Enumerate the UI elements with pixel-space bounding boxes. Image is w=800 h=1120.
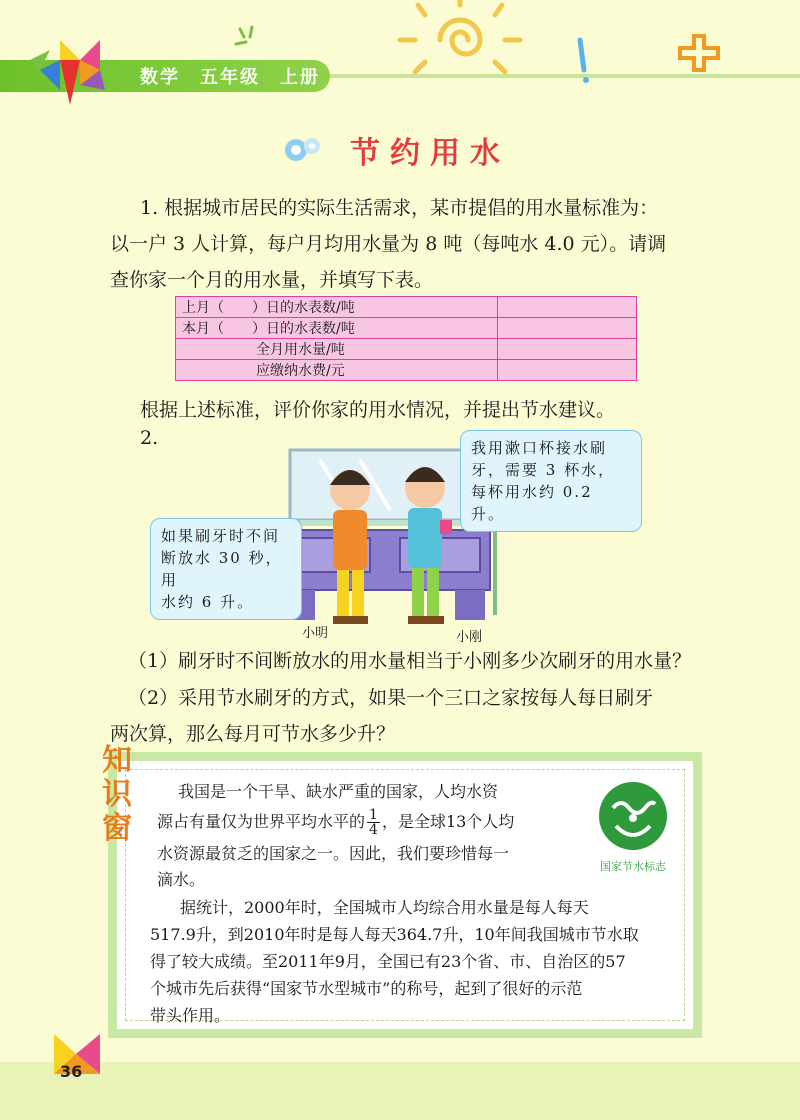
knowledge-p2-line-2: 517.9升，到2010年时是每人每天364.7升，10年间我国城市节水取 — [150, 925, 639, 944]
table-cell-label: 应缴纳水费/元 — [176, 360, 498, 381]
knowledge-p1-line-2: 源占有量仅为世界平均水平的 $\frac{1}{4}$ ，是全球13个人均 — [157, 807, 515, 838]
one-quarter-fraction: $\frac{1}{4}$ — [369, 807, 378, 838]
knowledge-tab-char: 识 — [102, 777, 132, 812]
q2-sub2-line-1: （2）采用节水刷牙的方式，如果一个三口之家按每人每日刷牙 — [128, 687, 654, 709]
knowledge-p1-line-4: 滴水。 — [157, 870, 206, 889]
q2-sub2-line-2: 两次算，那么每月可节水多少升？ — [110, 723, 396, 745]
water-usage-table — [175, 296, 637, 381]
page-number: 36 — [60, 1062, 83, 1081]
water-saving-emblem — [578, 778, 688, 878]
emblem-label: 国家节水标志 — [600, 860, 666, 873]
title-area — [280, 128, 540, 171]
brushing-teeth-illustration — [150, 430, 650, 645]
bubble-line: 水约 6 升。 — [161, 593, 255, 611]
table-cell-value[interactable] — [498, 360, 637, 381]
header-text: 数学 五年级 上册 — [140, 67, 320, 88]
name-xiaogang: 小刚 — [456, 630, 483, 645]
q1-line-2: 以一户 3 人计算，每户月均用水量为 8 吨（每吨水 4.0 元）。请调 — [110, 233, 667, 255]
gear-flower-icon — [280, 132, 326, 166]
table-cell-value[interactable] — [498, 297, 637, 318]
table-cell-value[interactable] — [498, 318, 637, 339]
knowledge-tab — [96, 744, 138, 848]
doodle-marks-icon — [560, 30, 760, 90]
bubble-line: 我用漱口杯接水刷 — [471, 439, 608, 457]
knowledge-p2-line-3: 得了较大成绩。至2011年9月，全国已有23个省、市、自治区的57 — [150, 952, 626, 971]
table-row — [176, 360, 637, 381]
table-cell-value[interactable] — [498, 339, 637, 360]
knowledge-tab-char: 窗 — [102, 811, 132, 846]
table-row — [176, 339, 637, 360]
bubble-line: 如果刷牙时不间 — [161, 527, 281, 545]
knowledge-p1-line-1: 我国是一个干旱、缺水严重的国家，人均水资 — [178, 782, 499, 801]
table-row — [176, 297, 637, 318]
knowledge-p1-line-3: 水资源最贫乏的国家之一。因此，我们要珍惜每一 — [157, 844, 510, 863]
bubble-line: 牙，需要 3 杯水， — [471, 461, 616, 479]
q2-sub1: （1）刷牙时不间断放水的用水量相当于小刚多少次刷牙的用水量？ — [128, 650, 692, 672]
table-row — [176, 318, 637, 339]
knowledge-tab-char: 知 — [102, 743, 132, 778]
page-title: 节约用水 — [350, 136, 510, 171]
bubble-line: 断放水 30 秒，用 — [161, 549, 283, 589]
q1-after: 根据上述标准，评价你家的用水情况，并提出节水建议。 — [140, 399, 616, 421]
sun-doodle-icon — [380, 0, 540, 80]
sparkle-icon — [230, 24, 270, 54]
water-drop-emblem-icon — [578, 778, 688, 858]
knowledge-p2-line-4: 个城市先后获得“国家节水型城市”的称号，起到了很好的示范 — [150, 979, 583, 998]
speech-bubble-right — [460, 430, 642, 532]
q1-line-3: 查你家一个月的用水量，并填写下表。 — [110, 269, 434, 291]
table-cell-label: 全月用水量/吨 — [176, 339, 498, 360]
table-cell-label: 上月（ ）日的水表数/吨 — [176, 297, 498, 318]
q2-number: 2. — [140, 427, 159, 449]
bubble-line: 每杯用水约 0.2 升。 — [471, 483, 593, 523]
footer-band — [0, 1062, 800, 1120]
tangram-logo-icon — [20, 30, 130, 110]
q1-line-1: 1. 根据城市居民的实际生活需求，某市提倡的用水量标准为： — [140, 197, 659, 219]
speech-bubble-left — [150, 518, 302, 620]
name-xiaoming: 小明 — [302, 626, 329, 641]
table-cell-label: 本月（ ）日的水表数/吨 — [176, 318, 498, 339]
knowledge-p2-line-5: 带头作用。 — [150, 1006, 231, 1025]
knowledge-p2-line-1: 据统计，2000年时，全国城市人均综合用水量是每人每天 — [180, 898, 589, 917]
